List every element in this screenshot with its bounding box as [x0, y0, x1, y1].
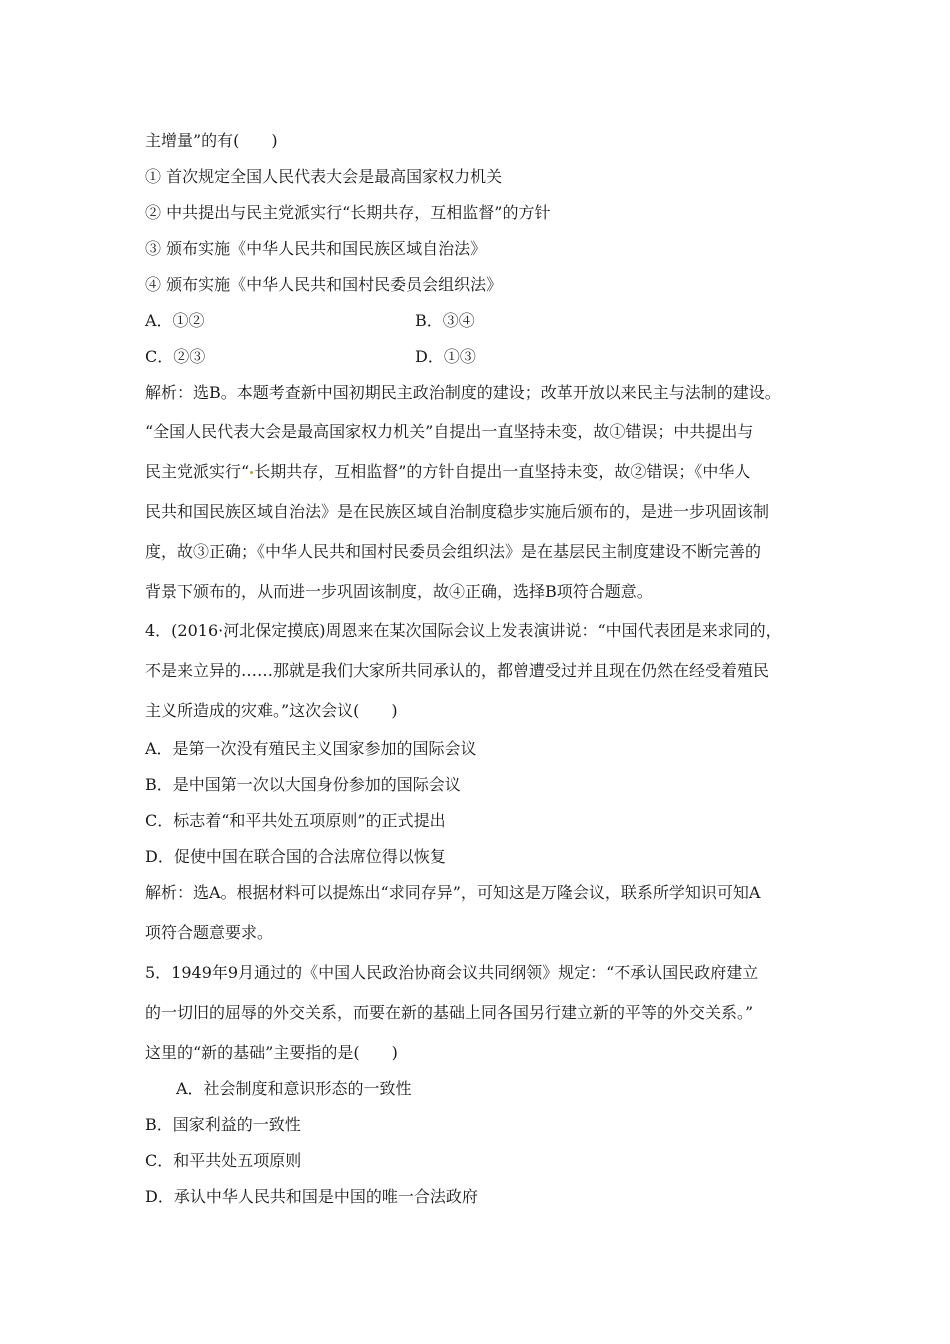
q4-analysis-line-1: 解析：选A。根据材料可以提炼出“求同存异”，可知这是万隆会议，联系所学知识可知A — [145, 883, 761, 902]
q3-option-a: A．①② — [145, 311, 205, 330]
q5-option-a: A．社会制度和意识形态的一致性 — [176, 1079, 412, 1098]
q3-analysis-line-6: 背景下颁布的，从而进一步巩固该制度，故④正确，选择B项符合题意。 — [145, 582, 653, 601]
q3-analysis-line-3b: 长期共存，互相监督”的方针自提出一直坚持未变，故②错误；《中华人 — [254, 462, 751, 481]
q5-stem-line-2: 的一切旧的屈辱的外交关系，而要在新的基础上同各国另行建立新的平等的外交关系。” — [145, 1003, 754, 1022]
q4-option-d: D．促使中国在联合国的合法席位得以恢复 — [145, 847, 446, 866]
q3-analysis-line-3 — [145, 461, 750, 483]
q3-analysis-line-3a: 民主党派实行“ — [145, 462, 250, 481]
q4-stem-line-3: 主义所造成的灾难。”这次会议( ) — [145, 701, 398, 720]
q5-stem-line-1: 5．1949年9月通过的《中国人民政治协商会议共同纲领》规定：“不承认国民政府建立 — [145, 963, 759, 982]
q5-option-c: C．和平共处五项原则 — [145, 1151, 302, 1170]
q4-option-b: B．是中国第一次以大国身份参加的国际会议 — [145, 775, 461, 794]
stray-dot-mark — [250, 471, 253, 474]
q3-item-2: ② 中共提出与民主党派实行“长期共存，互相监督”的方针 — [145, 203, 551, 222]
q3-option-c: C．②③ — [145, 347, 206, 366]
q3-analysis-line-4: 民共和国民族区域自治法》是在民族区域自治制度稳步实施后颁布的，是进一步巩固该制 — [145, 502, 770, 521]
q3-item-3: ③ 颁布实施《中华人民共和国民族区域自治法》 — [145, 239, 487, 258]
q3-analysis-line-1: 解析：选B。本题考查新中国初期民主政治制度的建设；改革开放以来民主与法制的建设。 — [145, 383, 781, 402]
q4-option-a: A．是第一次没有殖民主义国家参加的国际会议 — [145, 739, 477, 758]
q3-option-d: D．①③ — [415, 347, 476, 366]
q4-option-c: C．标志着“和平共处五项原则”的正式提出 — [145, 811, 446, 830]
q3-option-b: B．③④ — [415, 311, 475, 330]
q3-analysis-line-5: 度，故③正确；《中华人民共和国村民委员会组织法》是在基层民主制度建设不断完善的 — [145, 542, 762, 561]
q4-stem-line-1: 4．(2016·河北保定摸底)周恩来在某次国际会议上发表演讲说：“中国代表团是来求同的， — [145, 621, 782, 640]
q3-stem-tail: 主增量”的有( ) — [145, 131, 278, 150]
q4-stem-line-2: 不是来立异的……那就是我们大家所共同承认的，都曾遭受过并且现在仍然在经受着殖民 — [145, 661, 770, 680]
q3-item-4: ④ 颁布实施《中华人民共和国村民委员会组织法》 — [145, 275, 503, 294]
q4-analysis-line-2: 项符合题意要求。 — [145, 923, 274, 942]
q3-item-1: ① 首次规定全国人民代表大会是最高国家权力机关 — [145, 167, 503, 186]
q3-analysis-line-2: “全国人民代表大会是最高国家权力机关”自提出一直坚持未变，故①错误；中共提出与 — [145, 422, 754, 441]
q5-stem-line-3: 这里的“新的基础”主要指的是( ) — [145, 1043, 398, 1062]
q5-option-d: D．承认中华人民共和国是中国的唯一合法政府 — [145, 1187, 478, 1206]
q5-option-b: B．国家利益的一致性 — [145, 1115, 301, 1134]
